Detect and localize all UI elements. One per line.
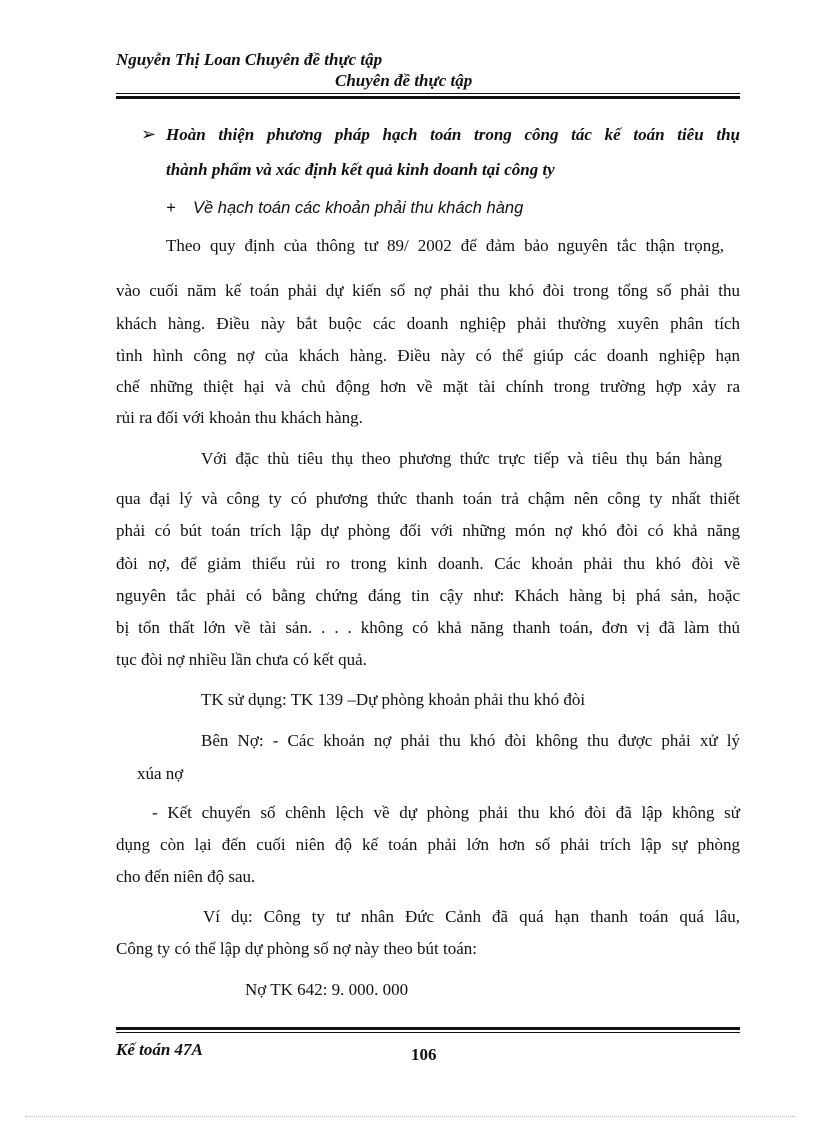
debit-line-2: xúa nợ [137,764,184,783]
header-subtitle: Chuyên đề thực tập [335,71,473,90]
paragraph-1-line: Theo quy định của thông tư 89/ 2002 để đảm bảo nguyên tắc thận trọng, [166,236,724,255]
debit-line-1: Bên Nợ: - Các khoản nợ phải thu khó đòi không thu được phải xử lý [201,731,740,750]
page-bottom-edge [25,1116,795,1117]
paragraph-2-line: phải có bút toán trích lập dự phòng đối với những món nợ khó đòi có khả năng [116,521,740,540]
footer-rule-thick [116,1027,740,1030]
transfer-line: dụng còn lại đến cuối niên độ kế toán phải lớn hơn số phải trích lập sự phòng [116,835,740,854]
sub-heading-marker: + [166,199,176,217]
paragraph-1-line: rủi ra đối với khoản thu khách hàng. [116,408,363,427]
header-rule-thick [116,96,740,99]
paragraph-1-line: vào cuối năm kế toán phải dự kiến số nợ phải thu khó đòi trong tổng số phải thu [116,281,740,300]
page-number: 106 [411,1045,437,1064]
paragraph-1-line: khách hàng. Điều này bắt buộc các doanh nghiệp phải thường xuyên phân tích [116,314,740,333]
paragraph-2-line: bị tổn thất lớn về tài sản. . . . không có khả năng thanh toán, đơn vị đã làm thủ [116,618,740,637]
paragraph-2-line: nguyên tắc phải có bằng chứng đáng tin cậy như: Khách hàng bị phá sản, hoặc [116,586,740,605]
paragraph-1-line: chế những thiệt hại và chủ động hơn về mặt tài chính trong trường hợp xảy ra [116,377,740,396]
footer-class-label: Kế toán 47A [116,1040,203,1059]
sub-heading: Về hạch toán các khoản phải thu khách hàng [193,199,524,217]
header-author-title: Nguyễn Thị Loan Chuyên đề thực tập [116,50,383,69]
journal-entry: Nợ TK 642: 9. 000. 000 [245,980,409,999]
bullet-arrow-icon: ➢ [141,124,157,145]
paragraph-2-line: tục đòi nợ nhiều lần chưa có kết quả. [116,650,367,669]
example-line: Ví dụ: Công ty tư nhân Đức Cảnh đã quá hạn thanh toán quá lâu, [203,907,740,926]
paragraph-1-line: tình hình công nợ của khách hàng. Điều này có thể giúp các doanh nghiệp hạn [116,346,740,365]
transfer-line: cho đến niên độ sau. [116,867,256,886]
paragraph-2-line: Với đặc thù tiêu thụ theo phương thức trực tiếp và tiêu thụ bán hàng [201,449,722,468]
section-heading-line-2: thành phẩm và xác định kết quả kinh doanh tại công ty [166,160,555,179]
example-line: Công ty có thể lập dự phòng số nợ này theo bút toán: [116,939,477,958]
account-line: TK sử dụng: TK 139 –Dự phòng khoản phải thu khó đòi [201,690,586,709]
transfer-line: - Kết chuyển số chênh lệch về dự phòng phải thu khó đòi đã lập không sử [152,803,740,822]
footer-rule-thin [116,1032,740,1033]
paragraph-2-line: qua đại lý và công ty có phương thức thanh toán trả chậm nên công ty nhất thiết [116,489,740,508]
paragraph-2-line: đòi nợ, để giảm thiểu rủi ro trong kinh doanh. Các khoản phải thu khó đòi về [116,554,740,573]
section-heading-line-1: Hoàn thiện phương pháp hạch toán trong công tác kế toán tiêu thụ [166,125,740,144]
header-rule-thin [116,93,740,94]
